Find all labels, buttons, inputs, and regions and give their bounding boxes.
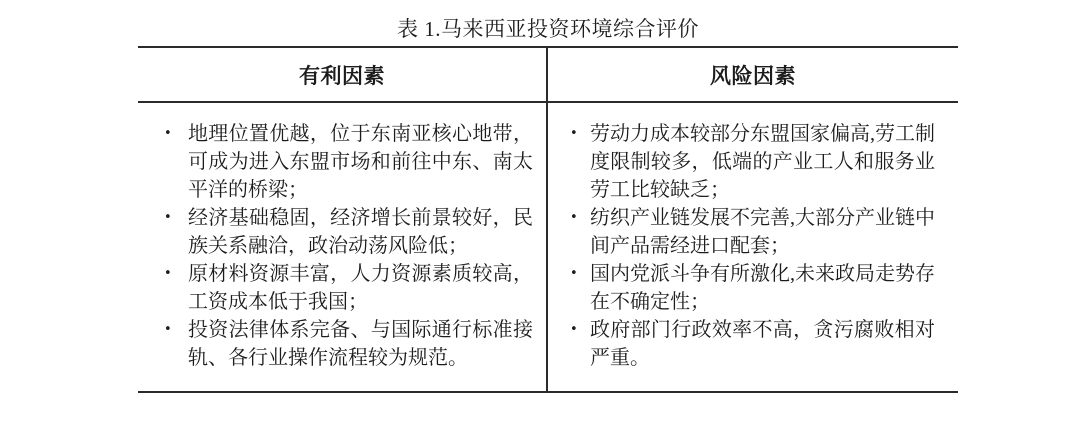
table-header-row <box>138 48 958 103</box>
bullet-item <box>570 204 935 260</box>
bullet-item <box>164 316 533 372</box>
bullet-icon: • <box>164 322 172 337</box>
bullet-icon: • <box>570 210 578 225</box>
bullet-item <box>570 120 935 204</box>
table-body-row <box>138 103 958 391</box>
bullet-icon: • <box>570 266 578 281</box>
bullet-text: 国内党派斗争有所激化,未来政局走势存在不确定性； <box>590 263 935 313</box>
bullet-text: 投资法律体系完备、与国际通行标准接轨、各行业操作流程较为规范。 <box>188 319 533 369</box>
bullet-item <box>164 260 533 316</box>
bullet-text: 劳动力成本较部分东盟国家偏高,劳工制度限制较多，低端的产业工人和服务业劳工比较缺乏； <box>590 123 935 201</box>
bullet-text: 经济基础稳固，经济增长前景较好，民族关系融洽，政治动荡风险低； <box>188 207 533 257</box>
bullet-item <box>164 120 533 204</box>
bullet-item <box>164 204 533 260</box>
bullet-item <box>570 260 935 316</box>
bullet-icon: • <box>164 266 172 281</box>
bullet-item <box>570 316 935 372</box>
bullet-icon: • <box>570 126 578 141</box>
evaluation-table <box>138 46 958 393</box>
bullet-icon: • <box>570 322 578 337</box>
bullet-text: 政府部门行政效率不高，贪污腐败相对严重。 <box>590 319 935 369</box>
risk-factors-cell <box>548 103 958 391</box>
table-title: 表 1.马来西亚投资环境综合评价 <box>397 17 699 41</box>
risk-factors-list <box>570 120 935 372</box>
bullet-icon: • <box>164 126 172 141</box>
bullet-text: 地理位置优越，位于东南亚核心地带，可成为进入东盟市场和前往中东、南太平洋的桥梁； <box>188 123 533 201</box>
favorable-factors-list <box>164 120 533 372</box>
bullet-text: 原材料资源丰富，人力资源素质较高，工资成本低于我国； <box>188 263 533 313</box>
header-risk-factors: 风险因素 <box>710 63 796 88</box>
bullet-text: 纺织产业链发展不完善,大部分产业链中间产品需经进口配套； <box>590 207 935 257</box>
favorable-factors-cell <box>138 103 548 391</box>
header-favorable-factors: 有利因素 <box>138 48 548 101</box>
bullet-icon: • <box>164 210 172 225</box>
